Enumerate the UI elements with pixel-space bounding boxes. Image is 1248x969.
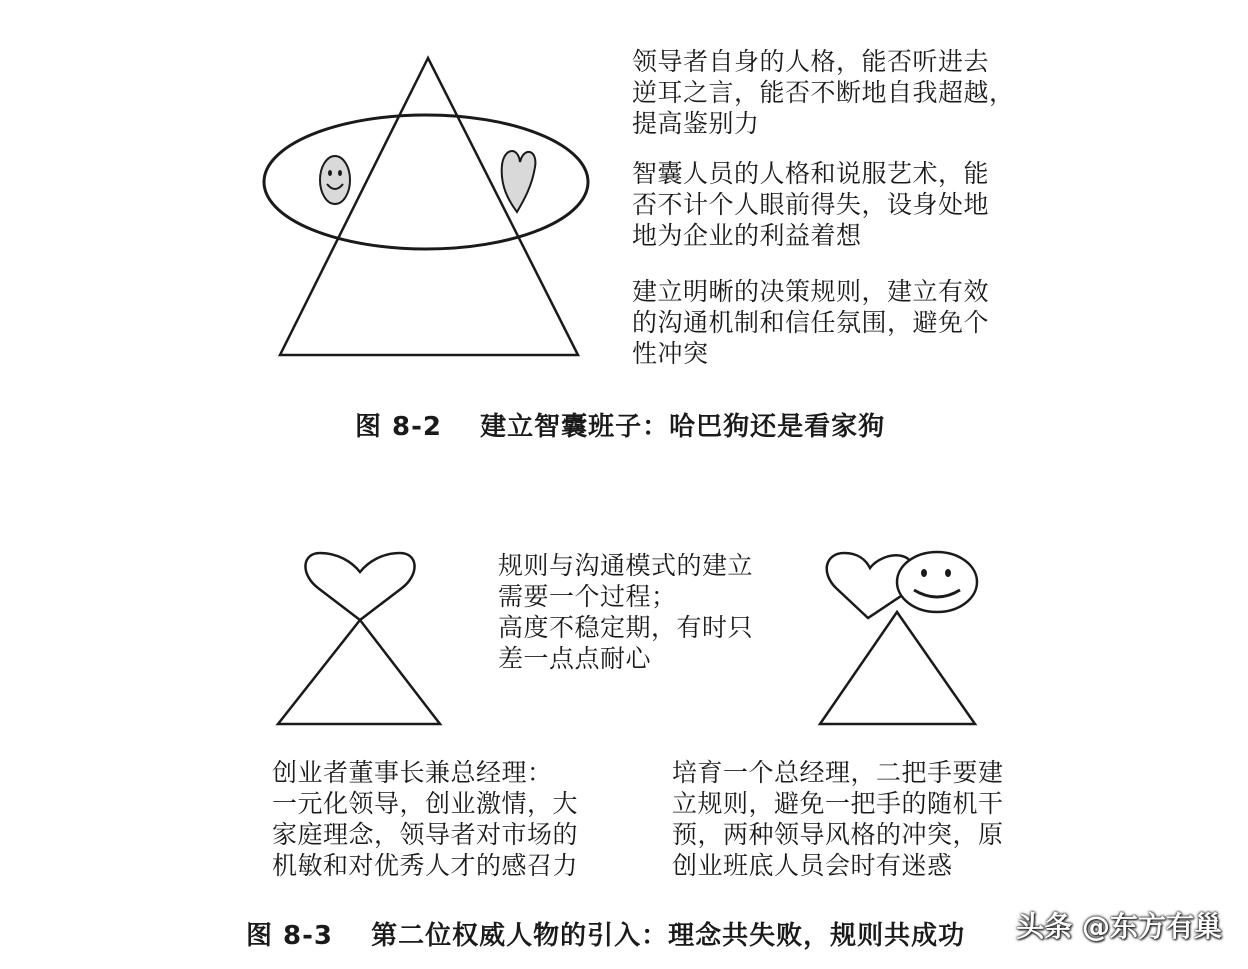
fig82-desc-3: 建立明晰的决策规则，建立有效 的沟通机制和信任氛围，避免个 性冲突 <box>632 277 990 368</box>
smiley-face-icon <box>897 552 977 612</box>
figure-8-3-right-diagram <box>815 540 985 730</box>
heart-icon <box>502 151 536 212</box>
oval-ring <box>264 115 588 249</box>
fig83-caption-title: 第二位权威人物的引入：理念共失败，规则共成功 <box>371 921 966 951</box>
fig82-caption-number: 图 8-2 <box>355 412 443 442</box>
founder-triangle <box>278 620 440 724</box>
successor-triangle <box>820 612 975 724</box>
smiley-face-icon <box>320 156 350 204</box>
fig82-caption <box>355 406 885 443</box>
fig83-right-text: 培育一个总经理，二把手要建 立规则，避免一把手的随机干 预，两种领导风格的冲突，原 创业班底人员会时有迷惑 <box>672 758 1004 880</box>
figure-8-3-left-diagram <box>270 545 450 735</box>
pyramid-triangle <box>280 58 578 355</box>
fig83-left-text: 创业者董事长兼总经理： 一元化领导，创业激情，大 家庭理念，领导者对市场的 机敏和对优秀人才的感召力 <box>272 758 579 880</box>
watermark: 头条 @东方有巢 <box>1016 910 1222 943</box>
figure-8-2-diagram <box>250 50 590 370</box>
fig83-caption-number: 图 8-3 <box>246 921 334 951</box>
fig82-desc-2: 智囊人员的人格和说服艺术，能 否不计个人眼前得失，设身处地 地为企业的利益着想 <box>632 159 990 250</box>
fig82-caption-title: 建立智囊班子：哈巴狗还是看家狗 <box>480 412 886 442</box>
fig83-caption <box>246 915 965 952</box>
fig82-desc-1: 领导者自身的人格，能否听进去 逆耳之言，能否不断地自我超越， 提高鉴别力 <box>632 47 1015 138</box>
fig83-center-text: 规则与沟通模式的建立 需要一个过程； 高度不稳定期，有时只 差一点点耐心 <box>498 551 754 673</box>
heart-icon <box>305 553 414 620</box>
